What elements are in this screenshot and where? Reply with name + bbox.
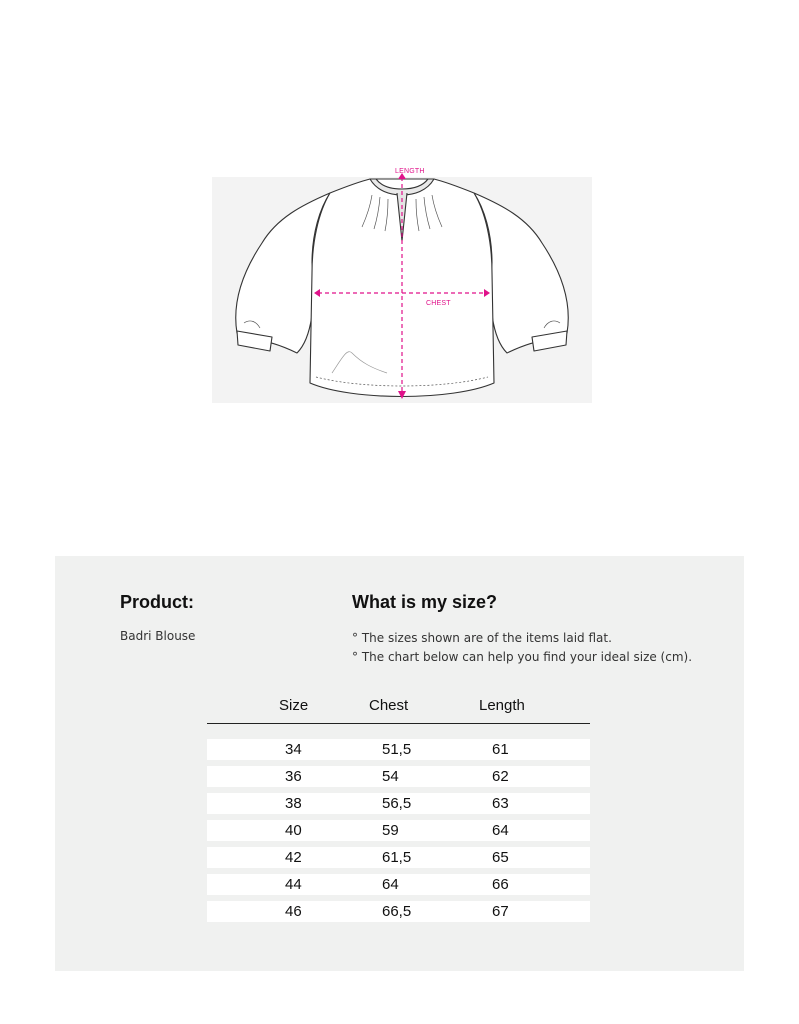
length-cell: 64 xyxy=(492,822,509,839)
chest-cell: 61,5 xyxy=(382,849,412,866)
size-cell: 34 xyxy=(285,741,302,758)
chest-cell: 54 xyxy=(382,768,399,785)
size-note: ° The chart below can help you find your ideal size (cm). xyxy=(352,650,693,664)
table-row xyxy=(207,820,590,841)
size-cell: 40 xyxy=(285,822,302,839)
table-header xyxy=(207,694,590,724)
table-row xyxy=(207,793,590,814)
chest-column-header: Chest xyxy=(369,697,409,714)
length-cell: 62 xyxy=(492,768,509,785)
table-row xyxy=(207,766,590,787)
size-cell: 46 xyxy=(285,903,302,920)
chest-cell: 66,5 xyxy=(382,903,412,920)
chest-cell: 56,5 xyxy=(382,795,412,812)
chest-label: CHEST xyxy=(426,300,451,307)
size-cell: 36 xyxy=(285,768,302,785)
product-name: Badri Blouse xyxy=(120,629,196,643)
size-cell: 42 xyxy=(285,849,302,866)
length-label: LENGTH xyxy=(395,168,425,175)
size-cell: 38 xyxy=(285,795,302,812)
chest-cell: 64 xyxy=(382,876,399,893)
table-row xyxy=(207,739,590,760)
blouse-illustration xyxy=(212,163,592,403)
size-guide-panel xyxy=(55,556,744,971)
size-notes xyxy=(352,629,692,667)
table-row xyxy=(207,901,590,922)
size-column-header: Size xyxy=(279,697,309,714)
size-note: ° The sizes shown are of the items laid flat. xyxy=(352,631,612,645)
table-row xyxy=(207,874,590,895)
size-cell: 44 xyxy=(285,876,302,893)
length-cell: 67 xyxy=(492,903,509,920)
length-cell: 63 xyxy=(492,795,509,812)
chest-cell: 59 xyxy=(382,822,399,839)
length-cell: 61 xyxy=(492,741,509,758)
size-guide-heading: What is my size? xyxy=(352,592,498,612)
length-column-header: Length xyxy=(479,697,525,714)
product-heading: Product: xyxy=(120,592,194,612)
table-row xyxy=(207,847,590,868)
size-table xyxy=(207,694,590,928)
length-cell: 65 xyxy=(492,849,509,866)
chest-cell: 51,5 xyxy=(382,741,412,758)
table-body xyxy=(207,739,590,922)
length-cell: 66 xyxy=(492,876,509,893)
